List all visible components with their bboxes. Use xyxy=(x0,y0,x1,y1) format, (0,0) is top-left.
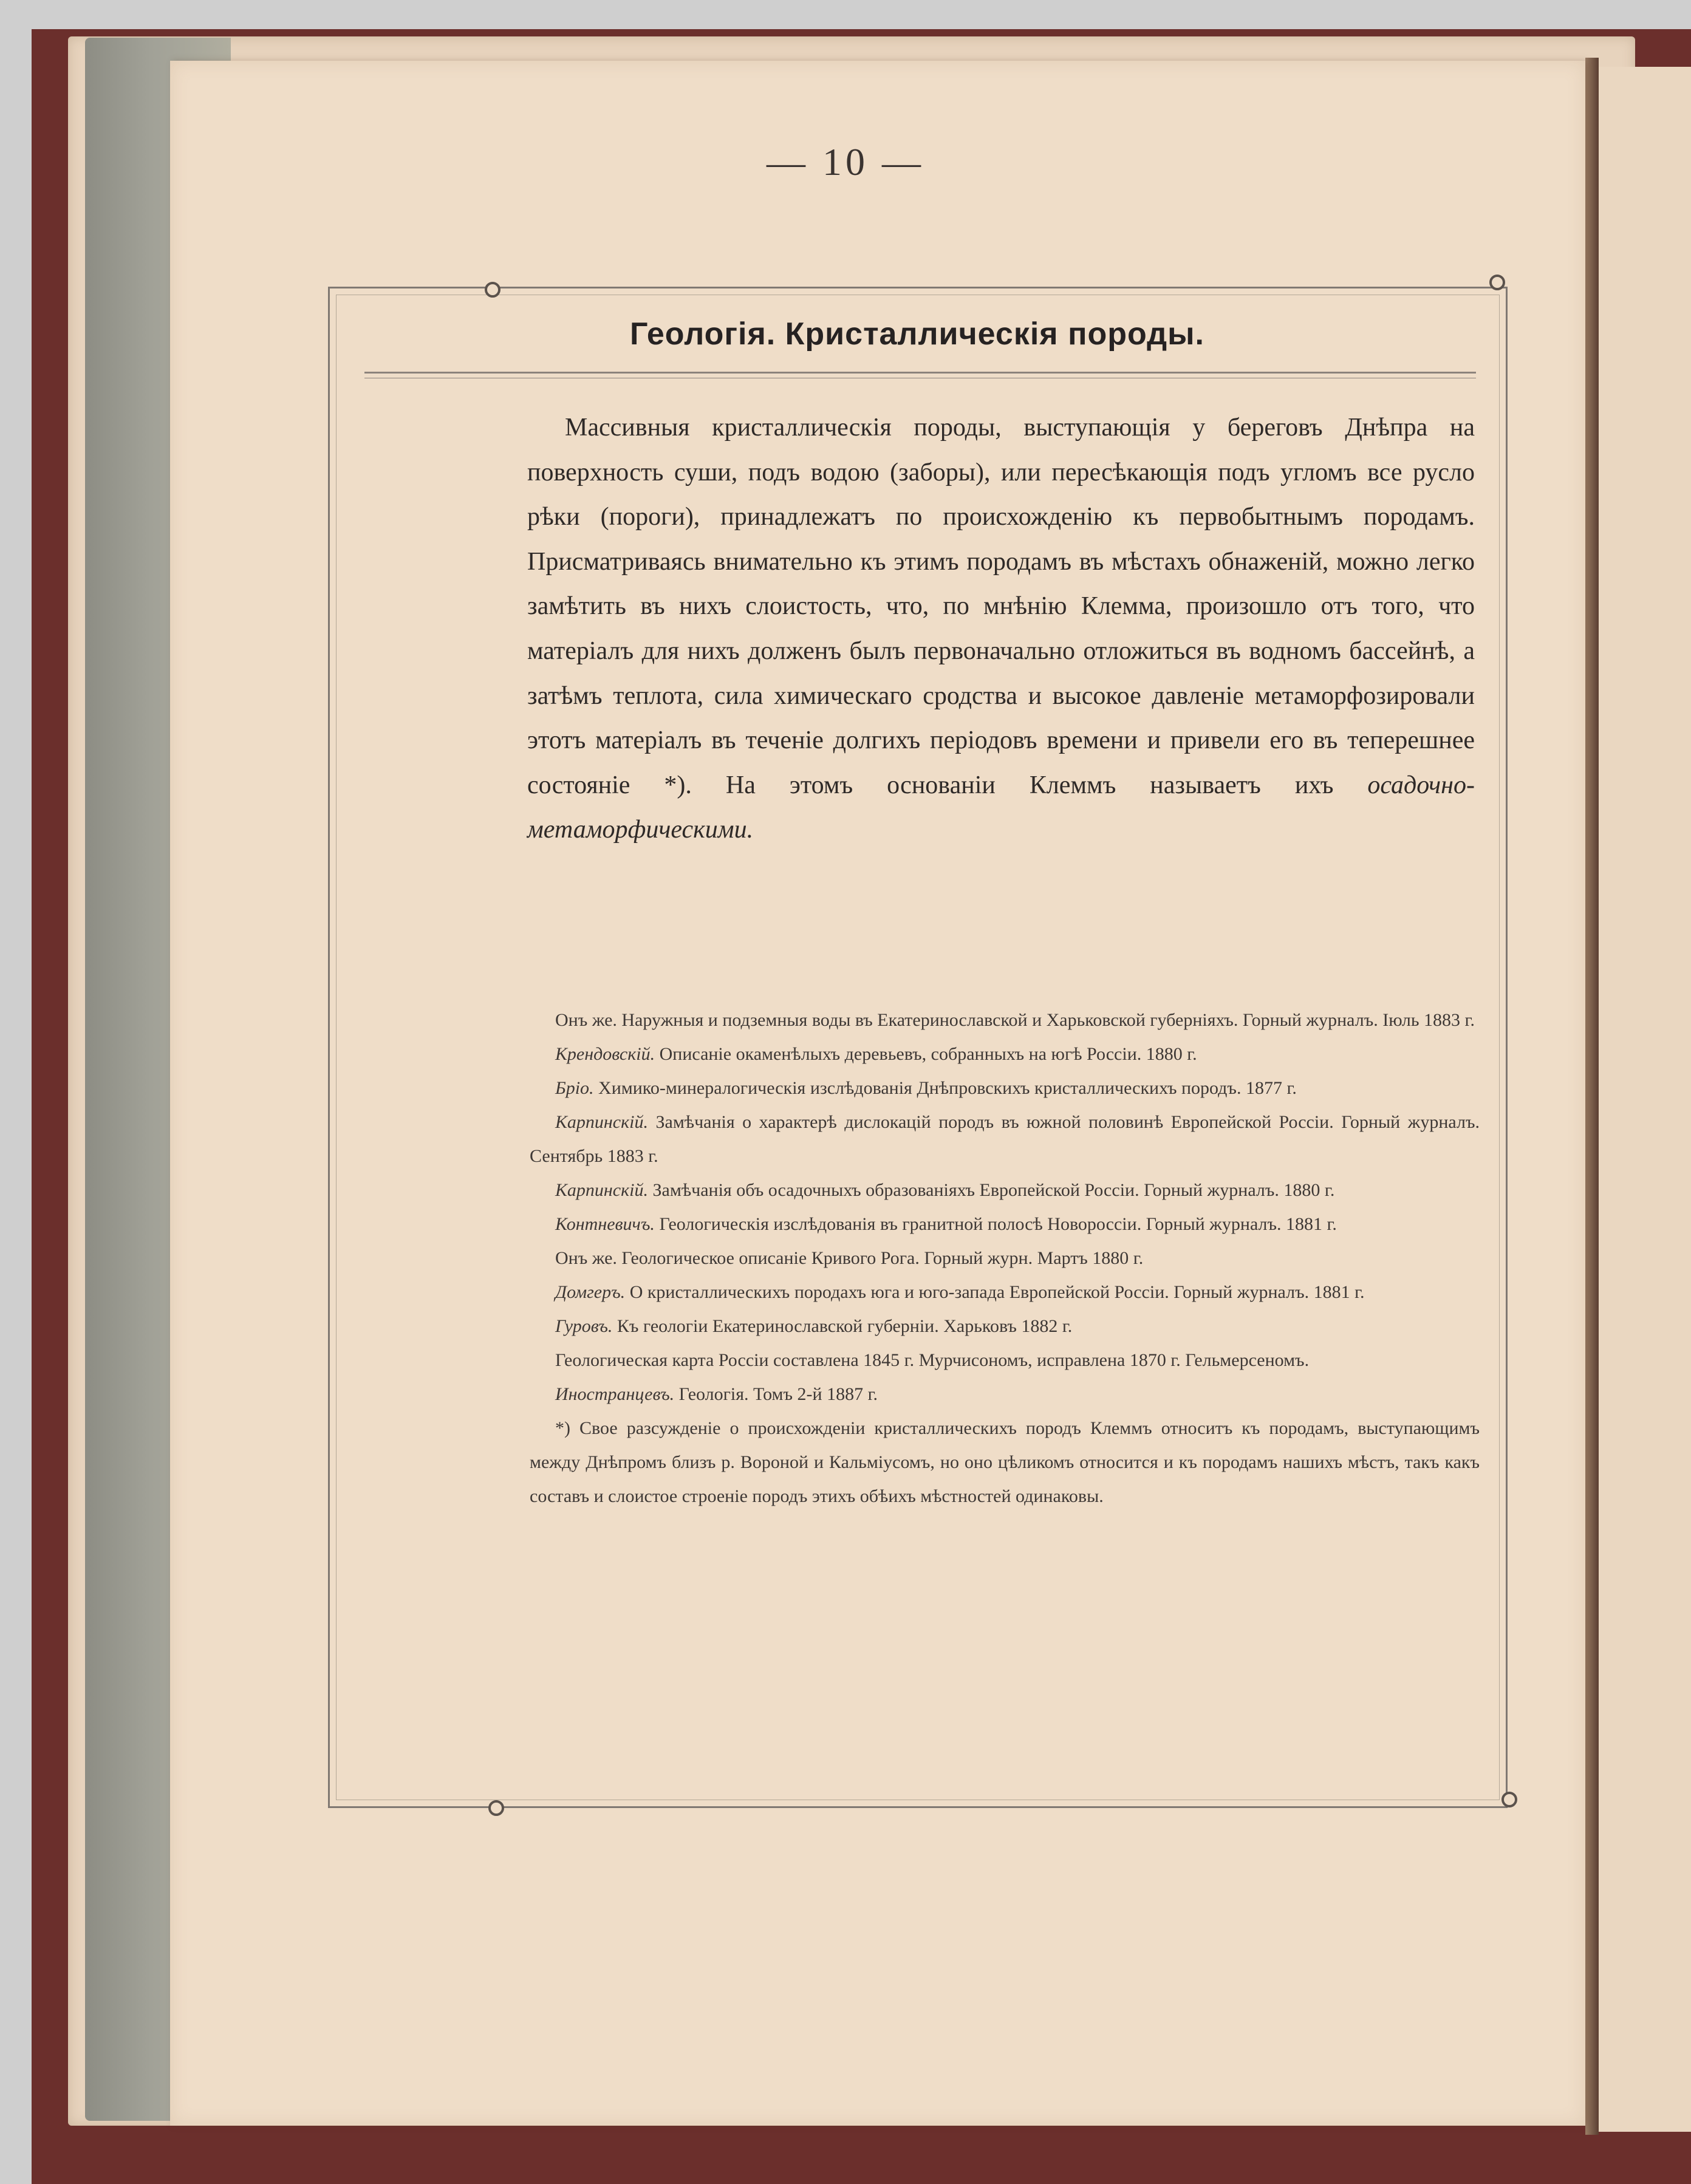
reference-text: Къ геологіи Екатеринославской губерніи. Харьковъ 1882 г. xyxy=(612,1316,1073,1336)
reference-author: Карпинскій. xyxy=(555,1112,648,1132)
reference-author: Контневичъ. xyxy=(555,1214,655,1234)
title-rule xyxy=(364,372,1476,374)
reference-text: Онъ же. Геологическое описаніе Кривого Рога. Горный журн. Мартъ 1880 г. xyxy=(555,1248,1144,1268)
frame-corner-ornament-icon xyxy=(1501,1792,1517,1807)
reference-item xyxy=(530,1071,1480,1105)
reference-text: О кристаллическихъ породахъ юга и юго-запада Европейской Россіи. Горный журналъ. 1881 г. xyxy=(625,1282,1365,1302)
reference-text: Химико-минералогическія изслѣдованія Днѣпровскихъ кристаллическихъ породъ. 1877 г. xyxy=(593,1078,1297,1098)
section-title: Геологія. Кристаллическія породы. xyxy=(630,316,1204,352)
reference-item xyxy=(530,1241,1480,1275)
page-number: — 10 — xyxy=(767,140,924,183)
reference-author: Иностранцевъ. xyxy=(555,1384,675,1404)
reference-text: Геологія. Томъ 2-й 1887 г. xyxy=(674,1384,878,1404)
reference-author: Гуровъ. xyxy=(555,1316,613,1336)
frame-corner-ornament-icon xyxy=(488,1800,504,1816)
reference-author: Бріо. xyxy=(555,1078,594,1098)
reference-text: *) Свое разсужденіе о происхожденіи кристаллическихъ породъ Клеммъ относитъ къ породамъ, выступающимъ между Днѣпромъ близъ р. Вороной и Кальміусомъ, но оно цѣликомъ относится и къ породамъ нашихъ мѣстъ, такъ какъ составъ и слоистое строеніе породъ этихъ обѣихъ мѣстностей одинаковы. xyxy=(530,1418,1480,1506)
reference-item xyxy=(530,1309,1480,1343)
main-paragraph-text: Массивныя кристаллическія породы, выступающія у береговъ Днѣпра на поверхность суши, подъ водою (заборы), или пересѣкающія подъ угломъ все русло рѣки (пороги), принадлежатъ по происхожденію къ первобытнымъ породамъ. Присматриваясь внимательно къ этимъ породамъ въ мѣстахъ обнаженій, можно легко замѣтить въ нихъ слоистость, что, по мнѣнію Клемма, произошло отъ того, что матеріалъ для нихъ долженъ былъ первоначально отложиться въ водномъ бассейнѣ, а затѣмъ теплота, сила химическаго сродства и высокое давленіе метаморфозировали этотъ матеріалъ въ теченіе долгихъ періодовъ времени и привели его въ теперешнее состояніе *). На этомъ основаніи Клеммъ называетъ ихъ xyxy=(527,414,1475,799)
frame-corner-ornament-icon xyxy=(485,282,500,298)
frame-corner-ornament-icon xyxy=(1489,275,1505,290)
reference-item xyxy=(530,1411,1480,1513)
reference-text: Замѣчанія о характерѣ дислокацій породъ въ южной половинѣ Европейской Россіи. Горный журналъ. Сентябрь 1883 г. xyxy=(530,1112,1480,1166)
reference-item xyxy=(530,1275,1480,1309)
reference-author: Крендовскій. xyxy=(555,1044,655,1064)
reference-text: Замѣчанія объ осадочныхъ образованіяхъ Европейской Россіи. Горный журналъ. 1880 г. xyxy=(648,1180,1335,1200)
reference-text: Описаніе окаменѣлыхъ деревьевъ, собранныхъ на югѣ Россіи. 1880 г. xyxy=(655,1044,1197,1064)
main-paragraph xyxy=(527,406,1475,853)
reference-item xyxy=(530,1377,1480,1411)
reference-item xyxy=(530,1207,1480,1241)
facing-page xyxy=(1599,67,1691,2132)
references-list xyxy=(530,1003,1480,1513)
reference-author: Карпинскій. xyxy=(555,1180,648,1200)
italic-term: осадочно-метаморфическими. xyxy=(527,771,1475,844)
reference-text: Геологическая карта Россіи составлена 1845 г. Мурчисономъ, исправлена 1870 г. Гельмерсеномъ. xyxy=(555,1350,1310,1370)
reference-item xyxy=(530,1105,1480,1173)
reference-item xyxy=(530,1173,1480,1207)
reference-item xyxy=(530,1343,1480,1377)
reference-text: Геологическія изслѣдованія въ гранитной полосѣ Новороссіи. Горный журналъ. 1881 г. xyxy=(654,1214,1337,1234)
reference-item xyxy=(530,1003,1480,1037)
reference-text: Онъ же. Наружныя и подземныя воды въ Екатеринославской и Харьковской губерніяхъ. Горный журналъ. Іюль 1883 г. xyxy=(555,1010,1475,1030)
reference-author: Домгеръ. xyxy=(555,1282,626,1302)
book-spine xyxy=(1585,58,1599,2135)
reference-item xyxy=(530,1037,1480,1071)
